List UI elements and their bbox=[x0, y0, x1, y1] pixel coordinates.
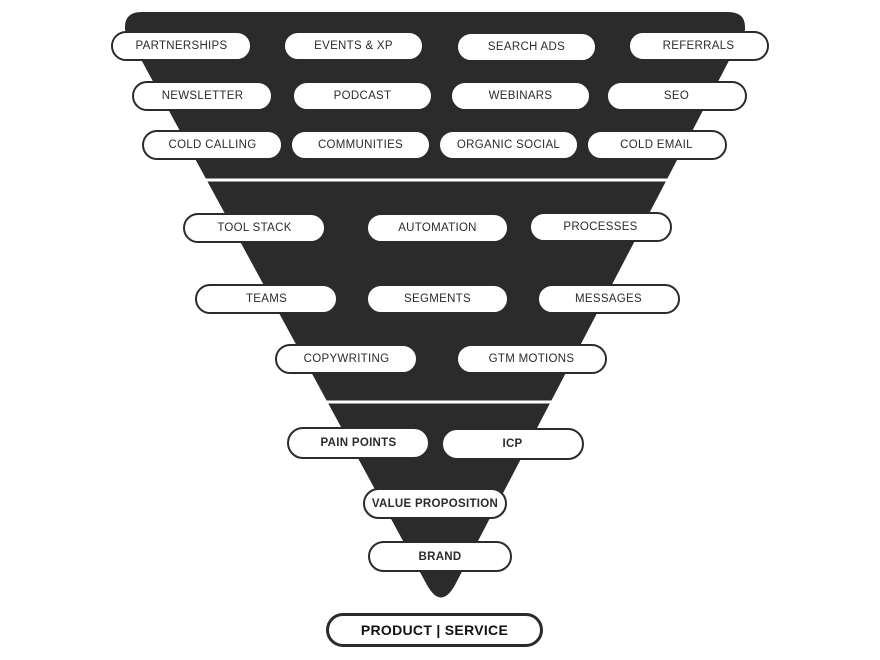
pill-pain-points: PAIN POINTS bbox=[287, 427, 430, 459]
pill-referrals: REFERRALS bbox=[628, 31, 769, 61]
pill-processes: PROCESSES bbox=[529, 212, 672, 242]
pill-value-proposition: VALUE PROPOSITION bbox=[363, 488, 507, 519]
pill-podcast: PODCAST bbox=[292, 81, 433, 111]
pill-messages: MESSAGES bbox=[537, 284, 680, 314]
pill-teams: TEAMS bbox=[195, 284, 338, 314]
pill-newsletter: NEWSLETTER bbox=[132, 81, 273, 111]
pill-automation: AUTOMATION bbox=[366, 213, 509, 243]
pill-communities: COMMUNITIES bbox=[290, 130, 431, 160]
pill-cold-email: COLD EMAIL bbox=[586, 130, 727, 160]
pill-events-xp: EVENTS & XP bbox=[283, 31, 424, 61]
pill-brand: BRAND bbox=[368, 541, 512, 572]
pill-cold-calling: COLD CALLING bbox=[142, 130, 283, 160]
pill-product-service: PRODUCT | SERVICE bbox=[326, 613, 543, 647]
pill-seo: SEO bbox=[606, 81, 747, 111]
pill-icp: ICP bbox=[441, 428, 584, 460]
pill-partnerships: PARTNERSHIPS bbox=[111, 31, 252, 61]
pill-tool-stack: TOOL STACK bbox=[183, 213, 326, 243]
pill-gtm-motions: GTM MOTIONS bbox=[456, 344, 607, 374]
pill-organic-social: ORGANIC SOCIAL bbox=[438, 130, 579, 160]
pill-webinars: WEBINARS bbox=[450, 81, 591, 111]
pill-copywriting: COPYWRITING bbox=[275, 344, 418, 374]
pill-segments: SEGMENTS bbox=[366, 284, 509, 314]
pill-search-ads: SEARCH ADS bbox=[456, 32, 597, 62]
